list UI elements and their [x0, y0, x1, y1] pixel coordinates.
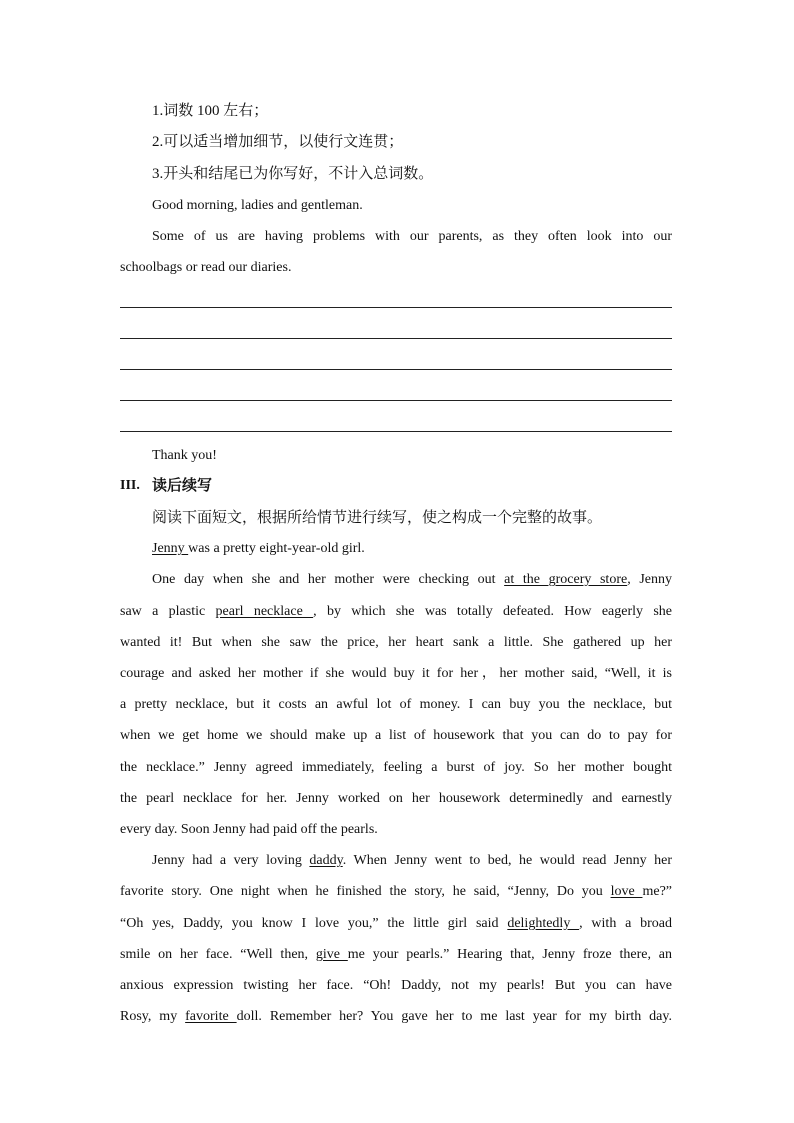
essay-closing: Thank you!: [152, 448, 217, 463]
story-line: Jenny was a pretty eight-year-old girl.: [152, 541, 365, 556]
story-line: anxious expression twisting her face. “Oh! Daddy, not my pearls! But you can have: [120, 978, 672, 993]
story-line: One day when she and her mother were checking out at the grocery store, Jenny: [152, 572, 672, 587]
underlined-word: give: [315, 947, 348, 962]
story-line: the necklace.” Jenny agreed immediately, feeling a burst of joy. So her mother bought: [120, 760, 672, 775]
requirement-item-2: 2.可以适当增加细节，以使行文连贯；: [152, 134, 404, 150]
story-line: the pearl necklace for her. Jenny worked on her housework determinedly and earnestly: [120, 791, 672, 806]
story-line: “Oh yes, Daddy, you know I love you,” the little girl said delightedly , with a broad: [120, 916, 672, 931]
story-line: when we get home we should make up a list of housework that you can do to pay for: [120, 728, 672, 743]
underlined-word: pearl necklace: [215, 604, 314, 619]
section-title: 读后续写: [152, 478, 213, 494]
requirement-item-3: 3.开头和结尾已为你写好，不计入总词数。: [152, 166, 434, 182]
section-number: III.: [120, 478, 140, 493]
writing-line[interactable]: [120, 400, 672, 401]
writing-line[interactable]: [120, 307, 672, 308]
underlined-word: Jenny: [152, 541, 189, 556]
story-line: courage and asked her mother if she would buy it for her，her mother said, “Well, it is: [120, 666, 672, 681]
story-line: wanted it! But when she saw the price, her heart sank a little. She gathered up her: [120, 635, 672, 650]
underlined-word: daddy: [309, 853, 343, 868]
underlined-word: love: [610, 884, 643, 899]
story-line: favorite story. One night when he finished the story, he said, “Jenny, Do you love me?”: [120, 884, 672, 899]
writing-line[interactable]: [120, 431, 672, 432]
essay-opening: Good morning, ladies and gentleman.: [152, 198, 363, 213]
story-line: Jenny had a very loving daddy. When Jenny went to bed, he would read Jenny her: [152, 853, 673, 868]
writing-line[interactable]: [120, 369, 672, 370]
section-instruction: 阅读下面短文，根据所给情节进行续写，使之构成一个完整的故事。: [152, 510, 603, 526]
essay-paragraph-line: Some of us are having problems with our parents, as they often look into our: [152, 229, 672, 244]
underlined-word: favorite: [185, 1009, 237, 1024]
story-line: smile on her face. “Well then, give me your pearls.” Hearing that, Jenny froze there, an: [120, 947, 672, 962]
underlined-word: at the grocery store: [504, 572, 628, 587]
essay-paragraph-line: schoolbags or read our diaries.: [120, 260, 292, 275]
underlined-word: delightedly: [507, 916, 580, 931]
story-line: saw a plastic pearl necklace , by which she was totally defeated. How eagerly she: [120, 604, 673, 619]
story-line: a pretty necklace, but it costs an awful lot of money. I can buy you the necklace, but: [120, 697, 672, 712]
story-line: Rosy, my favorite doll. Remember her? You gave her to me last year for my birth day.: [120, 1009, 672, 1024]
writing-line[interactable]: [120, 338, 672, 339]
story-line: every day. Soon Jenny had paid off the pearls.: [120, 822, 378, 837]
requirement-item-1: 1.词数 100 左右；: [152, 103, 269, 119]
